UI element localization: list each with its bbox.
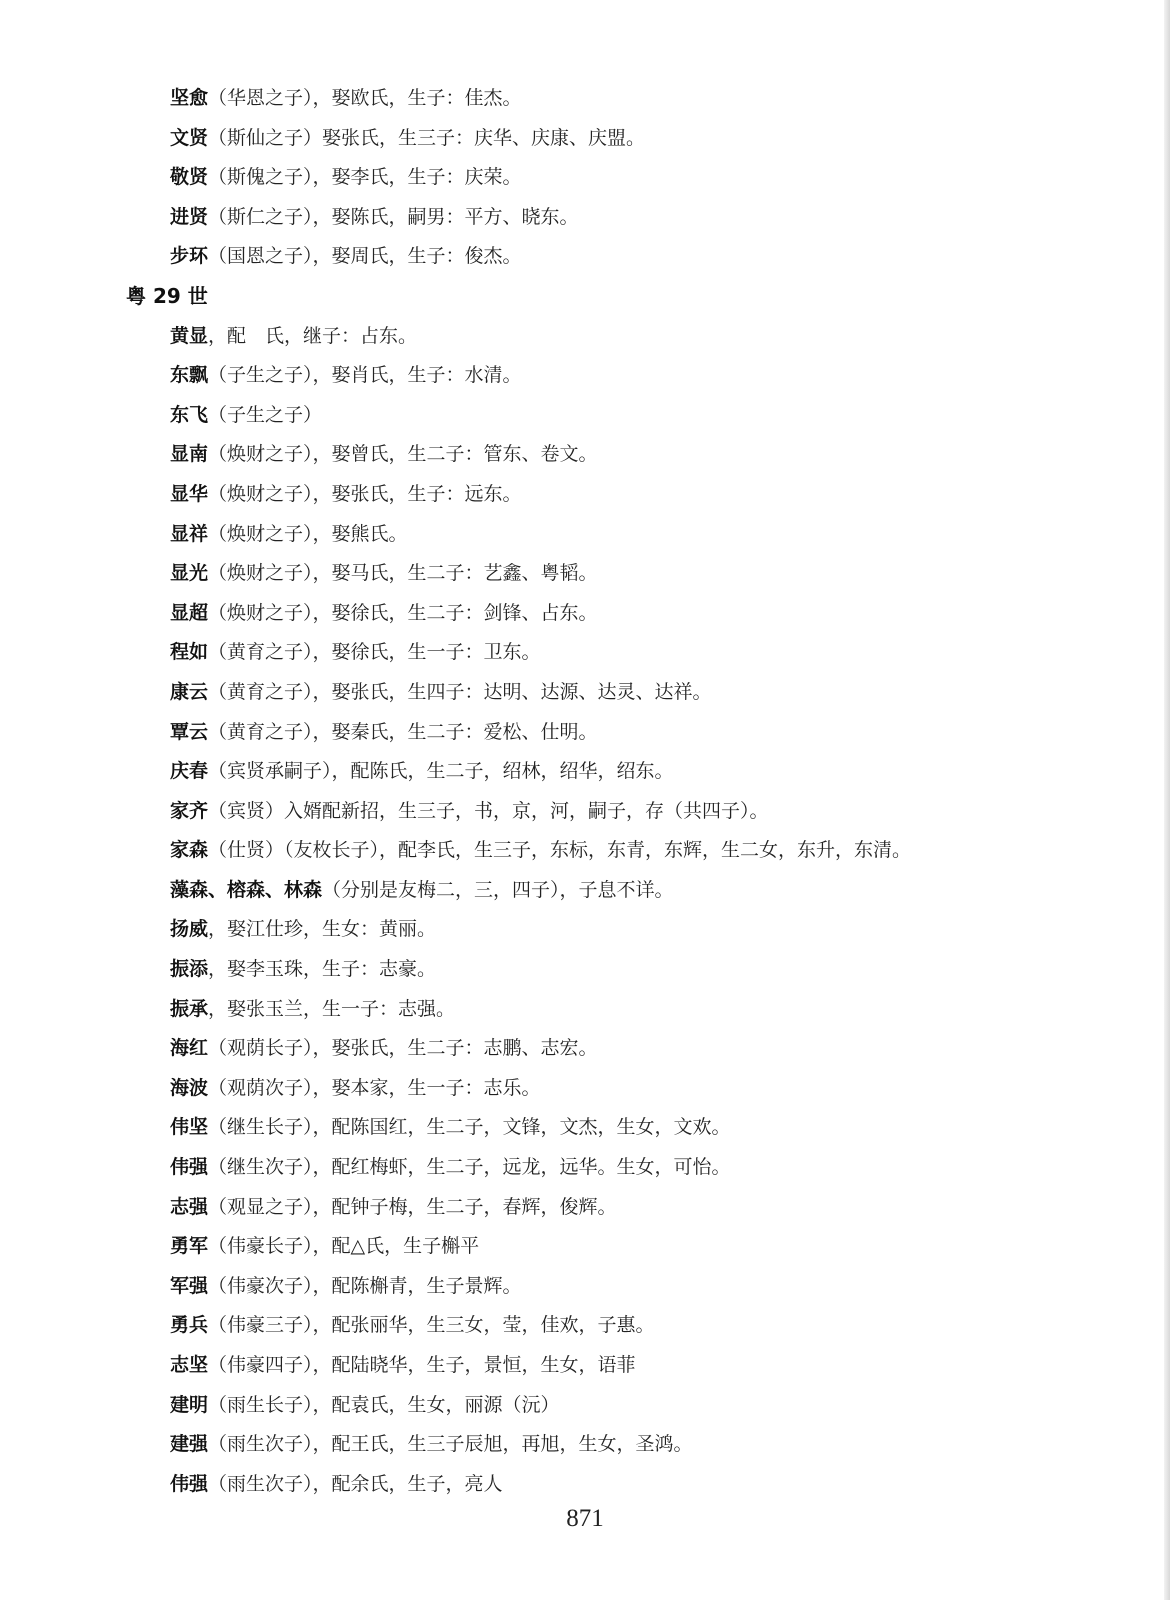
genealogy-entry bbox=[0, 475, 1150, 515]
genealogy-entry bbox=[0, 990, 1150, 1030]
entry-name: 志坚 bbox=[170, 1354, 209, 1376]
genealogy-entry bbox=[0, 158, 1150, 198]
entry-detail: （子生之子），娶肖氏，生子：水清。 bbox=[208, 364, 522, 387]
genealogy-entry bbox=[0, 792, 1150, 832]
genealogy-entry bbox=[0, 633, 1150, 673]
entry-detail: （焕财之子），娶曾氏，生二子：管东、卷文。 bbox=[208, 443, 598, 466]
entry-name: 家齐 bbox=[170, 799, 209, 822]
entry-detail: （黄育之子），娶张氏，生四子：达明、达源、达灵、达祥。 bbox=[208, 680, 712, 703]
genealogy-entry bbox=[0, 1188, 1150, 1228]
genealogy-entry bbox=[0, 1425, 1150, 1465]
entry-detail: ，娶张玉兰，生一子：志强。 bbox=[208, 997, 456, 1020]
genealogy-entry bbox=[0, 356, 1150, 396]
entry-name: 显超 bbox=[170, 601, 209, 624]
genealogy-entry bbox=[0, 515, 1150, 555]
genealogy-entry bbox=[0, 1148, 1150, 1188]
entry-detail: （雨生长子），配袁氏，生女，丽源（沅） bbox=[208, 1393, 560, 1416]
entry-name: 东飞 bbox=[170, 403, 209, 426]
entry-name: 庆春 bbox=[170, 760, 209, 783]
entry-detail: （黄育之子），娶秦氏，生二子：爱松、仕明。 bbox=[208, 720, 598, 743]
entry-name: 文贤 bbox=[170, 126, 209, 149]
entry-name: 伟强 bbox=[170, 1156, 209, 1179]
genealogy-entry bbox=[0, 396, 1150, 436]
entry-detail: ，娶李玉珠，生子：志豪。 bbox=[208, 958, 437, 981]
entry-detail: （观显之子），配钟子梅，生二子，春辉，俊辉。 bbox=[208, 1195, 617, 1218]
entry-name: 志强 bbox=[170, 1195, 209, 1218]
genealogy-entry bbox=[0, 950, 1150, 990]
genealogy-entry bbox=[0, 435, 1150, 475]
entry-name: 勇军 bbox=[170, 1235, 209, 1258]
genealogy-entry bbox=[0, 752, 1150, 792]
entry-name: 东飘 bbox=[170, 364, 209, 387]
genealogy-entry bbox=[0, 831, 1150, 871]
entry-detail: （伟豪长子），配△氏，生子槲平 bbox=[208, 1235, 480, 1258]
genealogy-entry bbox=[0, 198, 1150, 238]
entry-detail: （国恩之子），娶周氏，生子：俊杰。 bbox=[208, 245, 522, 268]
entry-detail: （伟豪四子），配陆晓华，生子，景恒，生女，语菲 bbox=[208, 1354, 636, 1376]
section-header: 粤 29 世 bbox=[126, 283, 208, 308]
entry-detail: （宾贤承嗣子），配陈氏，生二子，绍林，绍华，绍东。 bbox=[208, 760, 674, 783]
entry-detail: （仕贤）（友枚长子），配李氏，生三子，东标，东青，东辉，生二女，东升，东清。 bbox=[208, 839, 912, 862]
entries-list bbox=[0, 317, 1150, 1505]
genealogy-entry bbox=[0, 1108, 1150, 1148]
entry-name: 伟坚 bbox=[170, 1116, 209, 1139]
genealogy-entry bbox=[0, 1069, 1150, 1109]
entry-detail: （黄育之子），娶徐氏，生一子：卫东。 bbox=[208, 641, 541, 664]
entry-name: 康云 bbox=[170, 680, 209, 703]
entry-name: 显光 bbox=[170, 562, 209, 585]
entry-name: 海红 bbox=[170, 1037, 209, 1060]
entry-detail: （观荫次子），娶本家，生一子：志乐。 bbox=[208, 1076, 541, 1099]
entry-detail: （分别是友梅二，三，四子），子息不详。 bbox=[322, 878, 674, 901]
genealogy-entry bbox=[0, 1346, 1150, 1386]
entry-detail: （子生之子） bbox=[208, 403, 323, 426]
entry-name: 伟强 bbox=[170, 1472, 209, 1495]
entry-detail: （焕财之子），娶徐氏，生二子：剑锋、占东。 bbox=[208, 601, 598, 624]
entry-name: 步环 bbox=[170, 245, 209, 268]
genealogy-entry bbox=[0, 237, 1150, 277]
genealogy-entry bbox=[0, 119, 1150, 159]
entry-detail: （焕财之子），娶张氏，生子：远东。 bbox=[208, 482, 522, 505]
entry-name: 海波 bbox=[170, 1076, 209, 1099]
page-number: 871 bbox=[566, 1505, 604, 1532]
genealogy-entry bbox=[0, 1029, 1150, 1069]
entry-name: 显华 bbox=[170, 482, 209, 505]
entry-name: 显祥 bbox=[170, 522, 209, 545]
page-edge-shadow bbox=[1164, 0, 1170, 1600]
entry-detail: （雨生次子），配余氏，生子，亮人 bbox=[208, 1472, 503, 1495]
entry-detail: （宾贤）入婿配新招，生三子，书，京，河，嗣子，存（共四子）。 bbox=[208, 799, 769, 822]
entry-name: 建强 bbox=[170, 1433, 209, 1456]
entry-name: 程如 bbox=[170, 641, 209, 664]
entry-detail: （斯仙之子）娶张氏，生三子：庆华、庆康、庆盟。 bbox=[208, 126, 646, 149]
entry-detail: （继生长子），配陈国红，生二子，文锋，文杰，生女，文欢。 bbox=[208, 1116, 731, 1139]
genealogy-content bbox=[0, 79, 1150, 1504]
genealogy-entry bbox=[0, 910, 1150, 950]
entry-detail: （华恩之子），娶欧氏，生子：佳杰。 bbox=[208, 87, 522, 109]
entry-detail: （伟豪三子），配张丽华，生三女，莹，佳欢，子惠。 bbox=[208, 1314, 655, 1337]
genealogy-entry bbox=[0, 1306, 1150, 1346]
entries-top-list bbox=[0, 79, 1150, 277]
entry-detail: （伟豪次子），配陈槲青，生子景辉。 bbox=[208, 1274, 522, 1297]
entry-name: 扬威 bbox=[170, 918, 209, 941]
entry-detail: （雨生次子），配王氏，生三子辰旭，再旭，生女，圣鸿。 bbox=[208, 1433, 693, 1456]
entry-name: 黄显 bbox=[170, 324, 209, 347]
entry-detail: （焕财之子），娶马氏，生二子：艺鑫、粤韬。 bbox=[208, 562, 598, 585]
genealogy-entry bbox=[0, 1227, 1150, 1267]
genealogy-entry bbox=[0, 1465, 1150, 1505]
genealogy-entry bbox=[0, 673, 1150, 713]
genealogy-entry bbox=[0, 79, 1150, 119]
entry-detail: （斯傀之子），娶李氏，生子：庆荣。 bbox=[208, 166, 522, 189]
entry-name: 家森 bbox=[170, 839, 209, 862]
entry-name: 军强 bbox=[170, 1274, 209, 1297]
entry-name: 振承 bbox=[170, 997, 209, 1020]
genealogy-entry bbox=[0, 554, 1150, 594]
entry-name: 藻森、榕森、林森 bbox=[170, 878, 323, 901]
entry-name: 振添 bbox=[170, 958, 209, 981]
entry-name: 覃云 bbox=[170, 720, 209, 743]
entry-detail: ，娶江仕珍，生女：黄丽。 bbox=[208, 918, 437, 941]
genealogy-entry bbox=[0, 871, 1150, 911]
entry-detail: （斯仁之子），娶陈氏，嗣男：平方、晓东。 bbox=[208, 205, 579, 228]
entry-detail: ，配 氏，继子：占东。 bbox=[208, 324, 418, 347]
entry-detail: （焕财之子），娶熊氏。 bbox=[208, 522, 408, 545]
entry-name: 进贤 bbox=[170, 205, 209, 228]
genealogy-entry bbox=[0, 317, 1150, 357]
genealogy-entry bbox=[0, 1386, 1150, 1426]
entry-detail: （继生次子），配红梅虾，生二子，远龙，远华。生女，可怡。 bbox=[208, 1156, 731, 1179]
genealogy-entry bbox=[0, 594, 1150, 634]
entry-name: 勇兵 bbox=[170, 1314, 209, 1337]
entry-name: 敬贤 bbox=[170, 166, 209, 189]
entry-name: 建明 bbox=[170, 1393, 209, 1416]
entry-name: 坚愈 bbox=[170, 87, 209, 109]
entry-name: 显南 bbox=[170, 443, 209, 466]
genealogy-entry bbox=[0, 713, 1150, 753]
genealogy-entry bbox=[0, 1267, 1150, 1307]
entry-detail: （观荫长子），娶张氏，生二子：志鹏、志宏。 bbox=[208, 1037, 598, 1060]
